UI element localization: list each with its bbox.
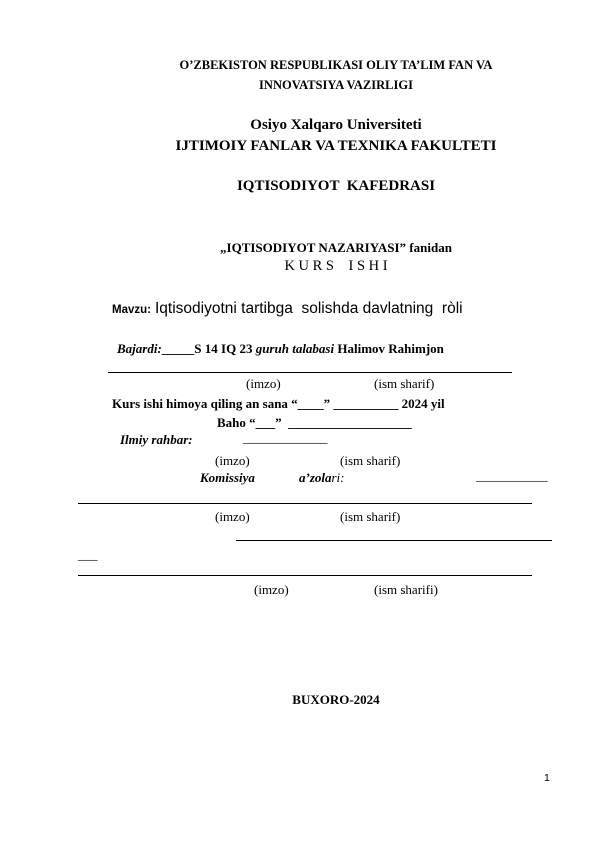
author-label: Bajardi: bbox=[117, 341, 162, 356]
supervisor-label: Ilmiy rahbar: bbox=[120, 432, 193, 447]
commission-stub: ___ bbox=[78, 547, 98, 562]
commission-sign-label-1: (imzo) bbox=[215, 509, 250, 524]
commission-line-2 bbox=[236, 540, 552, 541]
author-group-suffix: guruh talabasi bbox=[255, 341, 335, 356]
author-line bbox=[117, 341, 444, 357]
author-group: S 14 IQ 23 bbox=[194, 341, 253, 356]
city-year: BUXORO-2024 bbox=[292, 692, 380, 707]
supervisor-sign-label: (imzo) bbox=[215, 453, 250, 468]
commission-blank: ___________ bbox=[476, 468, 548, 483]
department-name: IQTISODIYOT KAFEDRASI bbox=[236, 178, 436, 194]
commission-sign-label-2: (imzo) bbox=[254, 582, 289, 597]
ministry-line-1: O’ZBEKISTON RESPUBLIKASI OLIY TA’LIM FAN VA bbox=[179, 58, 493, 72]
supervisor-name-label: (ism sharif) bbox=[340, 453, 401, 468]
topic-line bbox=[112, 300, 463, 318]
commission-line-3 bbox=[78, 575, 532, 576]
topic-value: Iqtisodiyotni tartibga solishda davlatning ròli bbox=[154, 300, 463, 317]
grade-line: Baho “___” ___________________ bbox=[217, 415, 412, 430]
author-sign-label: (imzo) bbox=[246, 376, 281, 391]
faculty-name: IJTIMOIY FANLAR VA TEXNIKA FAKULTETI bbox=[175, 138, 497, 154]
author-name: Halimov Rahimjon bbox=[337, 341, 444, 356]
page-number: 1 bbox=[544, 772, 550, 784]
author-name-label: (ism sharif) bbox=[374, 376, 435, 391]
commission-line-1 bbox=[78, 503, 532, 504]
commission-label-2-main: a’zola bbox=[299, 470, 332, 485]
author-signature-line bbox=[108, 372, 512, 373]
commission-name-label-1: (ism sharif) bbox=[340, 509, 401, 524]
defense-date-line: Kurs ishi himoya qiling an sana “____” __________ 2024 yil bbox=[112, 396, 445, 411]
work-type: K U R S I S H I bbox=[284, 258, 388, 274]
supervisor-blank: _____________ bbox=[243, 430, 328, 445]
commission-label-2-suffix: ri: bbox=[331, 470, 345, 485]
commission-name-label-2: (ism sharifi) bbox=[374, 582, 438, 597]
commission-label-1: Komissiya bbox=[200, 470, 255, 485]
ministry-line-2: INNOVATSIYA VAZIRLIGI bbox=[259, 78, 413, 92]
course-subject: „IQTISODIYOT NAZARIYASI” fanidan bbox=[220, 240, 452, 255]
commission-label-2 bbox=[299, 470, 345, 486]
topic-label: Mavzu: bbox=[112, 304, 151, 316]
university-name: Osiyo Xalqaro Universiteti bbox=[250, 117, 422, 133]
author-blank: _____ bbox=[161, 341, 195, 356]
